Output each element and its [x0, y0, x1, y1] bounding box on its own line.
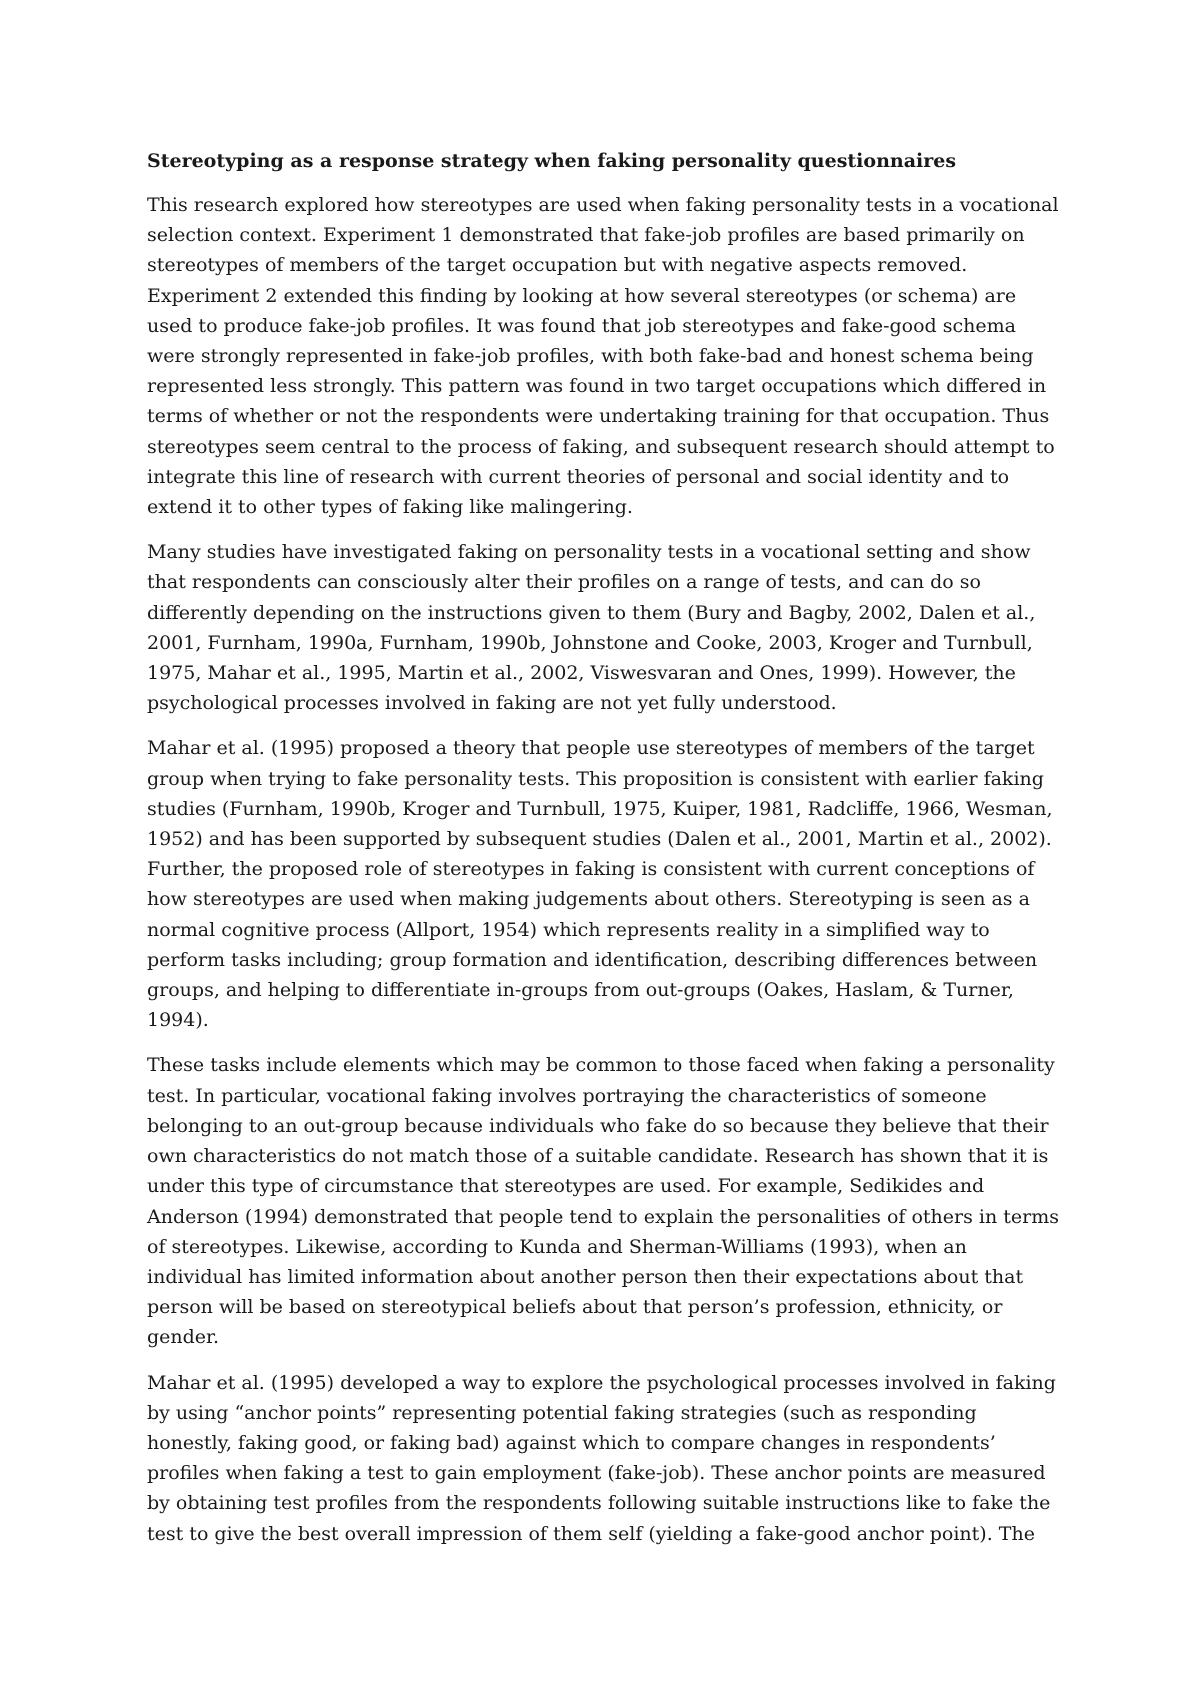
paragraph-tasks: These tasks include elements which may be common to those faced when faking a personality test. In particular, vocational faking involves portraying the characteristics of someone belonging to an out-group because individuals who fake do so because they believe that their own characteristics do not match those of a suitable candidate. Research has shown that it is under this type of circumstance that stereotypes are used. For example, Sedikides and Anderson (1994) demonstrated that people tend to explain the personalities of others in terms of stereotypes. Likewise, according to Kunda and Sherman-Williams (1993), when an individual has limited information about another person then their expectations about that person will be based on stereotypical beliefs about that person’s profession, ethnicity, or gender. — [147, 1054, 1059, 1349]
document-body — [147, 146, 1062, 1564]
paragraph-mahar-theory: Mahar et al. (1995) proposed a theory that people use stereotypes of members of the target group when trying to fake personality tests. This proposition is consistent with earlier faking studies (Furnham, 1990b, Kroger and Turnbull, 1975, Kuiper, 1981, Radcliffe, 1966, Wesman, 1952) and has been supported by subsequent studies (Dalen et al., 2001, Martin et al., 2002). Further, the proposed role of stereotypes in faking is consistent with current conceptions of how stereotypes are used when making judgements about others. Stereotyping is seen as a normal cognitive process (Allport, 1954) which represents reality in a simplified way to perform tasks including; group formation and identification, describing differences between groups, and helping to differentiate in-groups from out-groups (Oakes, Haslam, & Turner, 1994). — [147, 737, 1053, 1032]
paragraph-abstract: This research explored how stereotypes are used when faking personality tests in a vocational selection context. Experiment 1 demonstrated that fake-job profiles are based primarily on stereotypes of members of the target occupation but with negative aspects removed. Experiment 2 extended this finding by looking at how several stereotypes (or schema) are used to produce fake-job profiles. It was found that job stereotypes and fake-good schema were strongly represented in fake-job profiles, with both fake-bad and honest schema being represented less strongly. This pattern was found in two target occupations which differed in terms of whether or not the respondents were undertaking training for that occupation. Thus stereotypes seem central to the process of faking, and subsequent research should attempt to integrate this line of research with current theories of personal and social identity and to extend it to other types of faking like malingering. — [147, 194, 1059, 519]
paragraph-faking-studies: Many studies have investigated faking on personality tests in a vocational setting and show that respondents can consciously alter their profiles on a range of tests, and can do so differently depending on the instructions given to them (Bury and Bagby, 2002, Dalen et al., 2001, Furnham, 1990a, Furnham, 1990b, Johnstone and Cooke, 2003, Kroger and Turnbull, 1975, Mahar et al., 1995, Martin et al., 2002, Viswesvaran and Ones, 1999). However, the psychological processes involved in faking are not yet fully understood. — [147, 541, 1036, 715]
paragraph-anchor-points: Mahar et al. (1995) developed a way to explore the psychological processes involved in faking by using “anchor points” representing potential faking strategies (such as responding honestly, faking good, or faking bad) against which to compare changes in respondents’ profiles when faking a test to gain employment (fake-job). These anchor points are measured by obtaining test profiles from the respondents following suitable instructions like to fake the test to give the best overall impression of them self (yielding a fake-good anchor point). The — [147, 1371, 1056, 1545]
document-title: Stereotyping as a response strategy when faking personality questionnaires — [147, 150, 957, 172]
